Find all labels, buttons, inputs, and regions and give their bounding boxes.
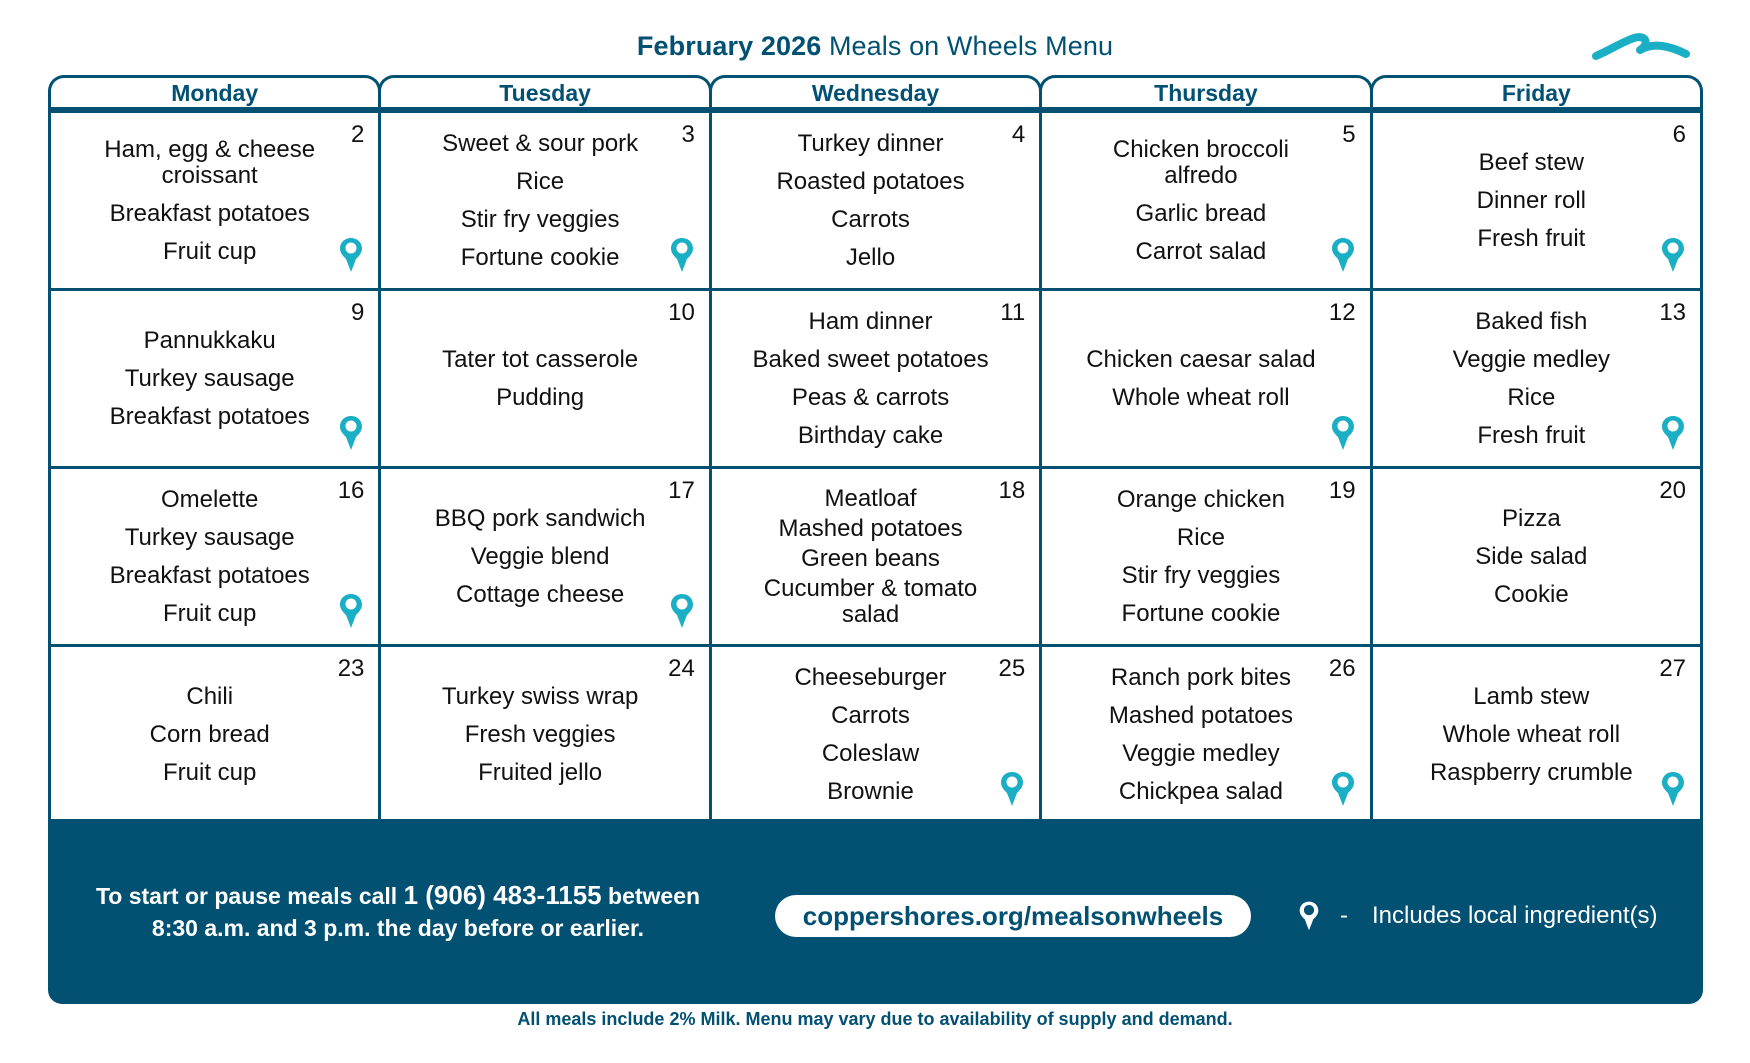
day-cell-monday — [51, 647, 381, 822]
day-cell-monday — [51, 291, 381, 466]
day-cell-friday — [1373, 113, 1700, 288]
menu-item: Beef stew — [1478, 148, 1585, 176]
week-row — [51, 288, 1700, 466]
menu-item: Whole wheat roll — [1112, 383, 1290, 411]
day-number: 3 — [681, 121, 695, 148]
map-pin-icon — [1298, 899, 1320, 933]
calendar-body — [48, 107, 1703, 822]
menu-item: Fresh fruit — [1477, 224, 1586, 252]
menu-calendar — [48, 75, 1703, 822]
menu-item: Chili — [186, 682, 234, 710]
menu-item: Breakfast potatoes — [109, 199, 310, 227]
menu-item: Fruit cup — [163, 599, 257, 627]
day-cell-wednesday — [712, 647, 1042, 822]
menu-item: Ham dinner — [808, 307, 933, 335]
day-number: 11 — [1000, 299, 1026, 326]
local-ingredient-pin-icon — [1330, 236, 1356, 274]
menu-item: Chickpea salad — [1118, 777, 1283, 805]
menu-item: Sweet & sour pork — [442, 129, 639, 157]
weekday-wednesday: Wednesday — [709, 75, 1042, 107]
week-row — [51, 110, 1700, 288]
menu-item: Rice — [516, 167, 565, 195]
local-ingredient-pin-icon — [1660, 414, 1686, 452]
menu-item: Turkey sausage — [124, 364, 295, 392]
menu-item: Omelette — [161, 485, 259, 513]
menu-item: Roasted potatoes — [776, 167, 965, 195]
day-cell-tuesday — [381, 291, 711, 466]
legend-text: Includes local ingredient(s) — [1372, 902, 1658, 929]
menu-item: Cucumber & tomato salad — [763, 574, 978, 628]
menu-item: Cookie — [1493, 580, 1569, 608]
day-number: 26 — [1328, 655, 1356, 682]
contact-text: To start or pause meals call — [95, 883, 404, 909]
menu-item: Rice — [1176, 523, 1225, 551]
legend — [1298, 895, 1657, 937]
menu-item: Corn bread — [149, 720, 270, 748]
menu-item: Cheeseburger — [794, 663, 947, 691]
day-cell-thursday — [1042, 291, 1372, 466]
day-number: 17 — [668, 477, 695, 504]
day-cell-friday — [1373, 291, 1700, 466]
day-number: 23 — [337, 655, 365, 682]
phone-number: 1 (906) 483-1155 — [403, 880, 602, 910]
day-number: 20 — [1659, 477, 1687, 504]
menu-item: Fortune cookie — [460, 243, 620, 271]
day-cell-wednesday — [712, 113, 1042, 288]
local-ingredient-pin-icon — [999, 770, 1025, 808]
menu-item: Mashed potatoes — [1108, 701, 1293, 729]
day-cell-thursday — [1042, 113, 1372, 288]
menu-item: Baked fish — [1475, 307, 1588, 335]
menu-item: Birthday cake — [797, 421, 944, 449]
day-number: 19 — [1328, 477, 1356, 504]
local-ingredient-pin-icon — [1660, 770, 1686, 808]
title-month: February 2026 — [636, 31, 822, 61]
milk-note: All meals include 2% Milk. Menu may vary due to availability of supply and demand. — [517, 1009, 1233, 1029]
menu-item: Ham, egg & cheese croissant — [104, 135, 316, 189]
week-row — [51, 644, 1700, 822]
local-ingredient-pin-icon — [338, 236, 364, 274]
day-number: 24 — [668, 655, 695, 682]
menu-item: Breakfast potatoes — [109, 561, 310, 589]
day-cell-friday — [1373, 647, 1700, 822]
menu-item: Pannukkaku — [143, 326, 276, 354]
local-ingredient-pin-icon — [1660, 236, 1686, 274]
menu-item: Veggie medley — [1452, 345, 1611, 373]
day-number: 2 — [351, 121, 365, 148]
menu-item: Baked sweet potatoes — [752, 345, 989, 373]
contact-line-2: 8:30 a.m. and 3 p.m. the day before or earlier. — [151, 915, 645, 941]
menu-item: Fresh veggies — [464, 720, 616, 748]
day-number: 27 — [1659, 655, 1687, 682]
day-number: 6 — [1672, 121, 1687, 148]
menu-item: Cottage cheese — [456, 580, 625, 608]
weekday-friday: Friday — [1370, 75, 1703, 107]
footer-panel — [48, 819, 1703, 1004]
menu-item: Carrots — [831, 205, 910, 233]
menu-item: Stir fry veggies — [1121, 561, 1281, 589]
day-cell-thursday — [1042, 647, 1372, 822]
menu-item: Raspberry crumble — [1429, 758, 1633, 786]
menu-item: Fortune cookie — [1121, 599, 1281, 627]
menu-item: Pudding — [496, 383, 585, 411]
local-ingredient-pin-icon — [338, 592, 364, 630]
day-number: 12 — [1328, 299, 1356, 326]
day-cell-tuesday — [381, 647, 711, 822]
menu-item: Chicken broccoli alfredo — [1112, 135, 1289, 189]
day-cell-monday — [51, 469, 381, 644]
menu-item: Veggie medley — [1122, 739, 1280, 767]
day-number: 25 — [998, 655, 1026, 682]
menu-item: Turkey swiss wrap — [441, 682, 639, 710]
local-ingredient-pin-icon — [669, 592, 695, 630]
day-cell-thursday — [1042, 469, 1372, 644]
menu-item: Mashed potatoes — [778, 514, 963, 542]
menu-item: Breakfast potatoes — [109, 402, 310, 430]
menu-item: Fruit cup — [163, 758, 257, 786]
week-row — [51, 466, 1700, 644]
wave-icon — [1592, 30, 1690, 66]
local-ingredient-pin-icon — [1330, 414, 1356, 452]
menu-item: Coleslaw — [821, 739, 920, 767]
menu-item: Jello — [845, 243, 896, 271]
menu-item: Dinner roll — [1476, 186, 1587, 214]
day-cell-friday — [1373, 469, 1700, 644]
menu-item: Meatloaf — [824, 484, 917, 512]
menu-item: Side salad — [1475, 542, 1588, 570]
page-title — [0, 31, 1750, 62]
menu-item: Carrot salad — [1135, 237, 1267, 265]
legend-dash: - — [1340, 902, 1348, 929]
menu-item: Brownie — [827, 777, 914, 805]
weekday-header — [48, 75, 1703, 107]
menu-item: Carrots — [831, 701, 910, 729]
local-ingredient-pin-icon — [338, 414, 364, 452]
menu-item: Chicken caesar salad — [1086, 345, 1316, 373]
day-number: 18 — [998, 477, 1026, 504]
title-text: Meals on Wheels Menu — [821, 31, 1114, 61]
weekday-monday: Monday — [48, 75, 381, 107]
menu-item: Whole wheat roll — [1442, 720, 1621, 748]
day-number: 10 — [668, 299, 695, 326]
day-cell-monday — [51, 113, 381, 288]
menu-item: Stir fry veggies — [460, 205, 620, 233]
menu-item: Turkey dinner — [797, 129, 944, 157]
menu-item: Orange chicken — [1116, 485, 1285, 513]
day-cell-tuesday — [381, 113, 711, 288]
website-link[interactable]: coppershores.org/mealsonwheels — [775, 895, 1251, 937]
menu-item: Fresh fruit — [1477, 421, 1586, 449]
menu-item: Green beans — [801, 544, 940, 572]
menu-item: Fruit cup — [163, 237, 257, 265]
contact-text-end: between — [601, 883, 701, 909]
menu-item: BBQ pork sandwich — [434, 504, 646, 532]
menu-item: Tater tot casserole — [442, 345, 639, 373]
weekday-thursday: Thursday — [1039, 75, 1372, 107]
menu-item: Peas & carrots — [791, 383, 950, 411]
menu-item: Rice — [1507, 383, 1556, 411]
day-number: 16 — [337, 477, 365, 504]
weekday-tuesday: Tuesday — [378, 75, 711, 107]
day-number: 5 — [1342, 121, 1356, 148]
day-cell-tuesday — [381, 469, 711, 644]
day-number: 9 — [351, 299, 365, 326]
day-cell-wednesday — [712, 291, 1042, 466]
menu-item: Veggie blend — [470, 542, 610, 570]
menu-item: Ranch pork bites — [1110, 663, 1291, 691]
menu-item: Garlic bread — [1135, 199, 1267, 227]
local-ingredient-pin-icon — [1330, 770, 1356, 808]
menu-item: Fruited jello — [478, 758, 603, 786]
day-number: 13 — [1659, 299, 1687, 326]
contact-info — [88, 879, 708, 944]
day-number: 4 — [1011, 121, 1026, 148]
menu-item: Lamb stew — [1473, 682, 1590, 710]
day-cell-wednesday — [712, 469, 1042, 644]
contact-line-1 — [88, 879, 708, 912]
menu-item: Turkey sausage — [124, 523, 295, 551]
local-ingredient-pin-icon — [669, 236, 695, 274]
menu-item: Pizza — [1501, 504, 1561, 532]
